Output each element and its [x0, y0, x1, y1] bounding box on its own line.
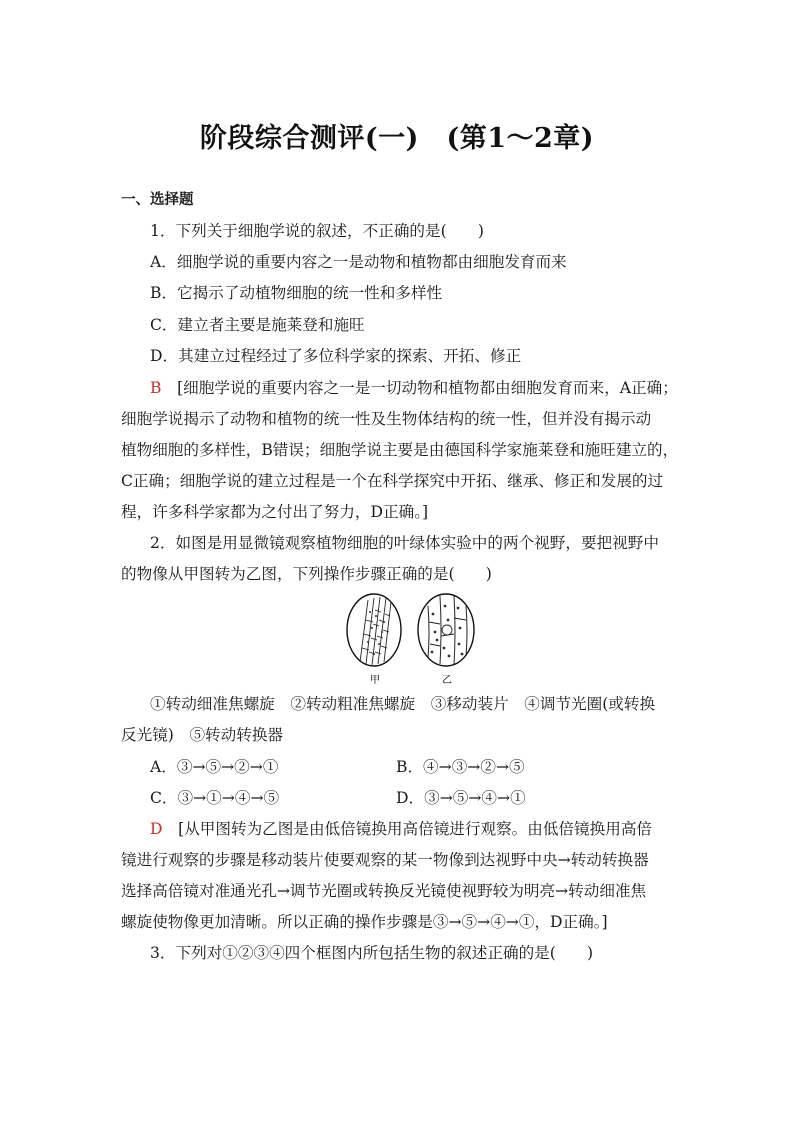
q1-option-a: A．细胞学说的重要内容之一是动物和植物都由细胞发育而来 — [150, 253, 567, 271]
q2-explanation-line: 选择高倍镜对准通光孔→调节光圈或转换反光镜使视野较为明亮→转动细准焦 — [121, 882, 647, 900]
q1-explanation-line: C正确；细胞学说的建立过程是一个在科学探究中开拓、继承、修正和发展的过 — [121, 472, 664, 490]
q1-explanation-line: 程，许多科学家都为之付出了努力，D正确。] — [121, 503, 429, 521]
q2-steps: 反光镜) ⑤转动转换器 — [121, 726, 284, 744]
figure-label-jia: 甲 — [370, 675, 380, 686]
q1-answer: B — [150, 379, 162, 397]
low-power-view-icon — [347, 594, 401, 666]
q2-explanation-line: 镜进行观察的步骤是移动装片使要观察的某一物像到达视野中央→转动转换器 — [121, 851, 649, 869]
q1-option-c: C．建立者主要是施莱登和施旺 — [150, 316, 365, 334]
q2-stem: 的物像从甲图转为乙图，下列操作步骤正确的是( ) — [121, 565, 492, 583]
q2-option-b: B．④→③→②→⑤ — [396, 758, 525, 776]
q1-explanation-line: 植物细胞的多样性，B错误；细胞学说主要是由德国科学家施莱登和施旺建立的， — [121, 441, 679, 459]
high-power-view-icon — [418, 594, 474, 666]
page-title: 阶段综合测评(一) (第1～2章) — [199, 123, 595, 154]
q2-explanation-line: 螺旋使物像更加清晰。所以正确的操作步骤是③→⑤→④→①，D正确。] — [121, 913, 608, 931]
q1-stem: 1．下列关于细胞学说的叙述，不正确的是( ) — [150, 222, 484, 240]
q2-steps: ①转动细准焦螺旋 ②转动粗准焦螺旋 ③移动装片 ④调节光圈(或转换 — [150, 695, 656, 713]
q3-stem: 3．下列对①②③④四个框图内所包括生物的叙述正确的是( ) — [150, 944, 594, 962]
section-heading: 一、选择题 — [121, 191, 194, 208]
q1-explanation-line: 细胞学说揭示了动物和植物的统一性及生物体结构的统一性，但并没有揭示动 — [121, 410, 652, 428]
q2-answer: D — [150, 820, 163, 838]
q1-explanation-line: B [细胞学说的重要内容之一是一切动物和植物都由细胞发育而来，A正确； — [150, 379, 678, 397]
q1-option-b: B．它揭示了动植物细胞的统一性和多样性 — [150, 284, 443, 302]
q2-stem: 2．如图是用显微镜观察植物细胞的叶绿体实验中的两个视野，要把视野中 — [150, 534, 659, 552]
q2-option-c: C．③→①→④→⑤ — [150, 789, 280, 807]
q2-option-d: D．③→⑤→④→① — [396, 789, 526, 807]
q2-explanation-line: D [从甲图转为乙图是由低倍镜换用高倍镜进行观察。由低倍镜换用高倍 — [150, 820, 653, 838]
microscope-view-figure — [346, 592, 478, 686]
q2-option-a: A．③→⑤→②→① — [150, 758, 279, 776]
figure-label-yi: 乙 — [442, 675, 452, 686]
q1-option-d: D．其建立过程经过了多位科学家的探索、开拓、修正 — [150, 347, 522, 365]
